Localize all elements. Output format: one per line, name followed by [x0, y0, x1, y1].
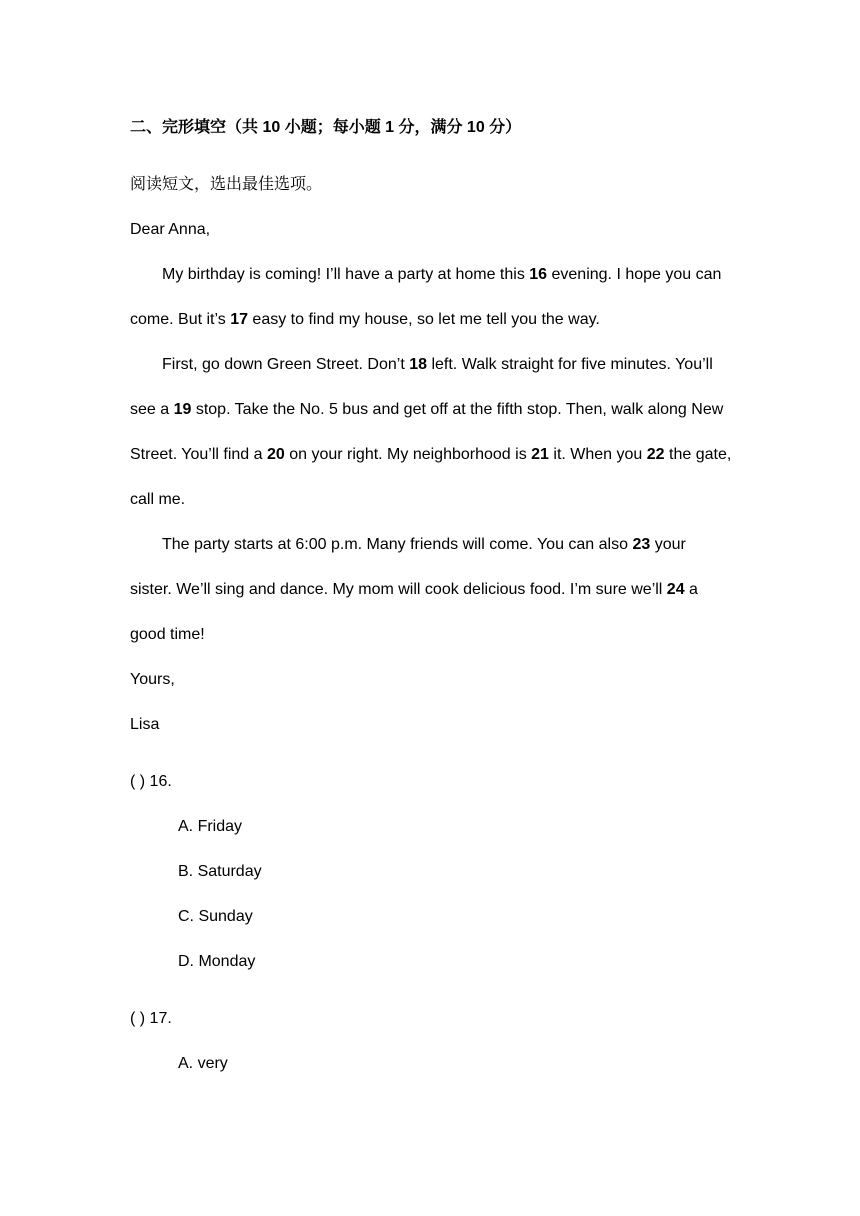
- question-17-option-a[interactable]: A. very: [178, 1055, 228, 1072]
- paragraph-2-line-2: see a 19 stop. Take the No. 5 bus and get off at the fifth stop. Then, walk along New: [130, 401, 724, 418]
- paragraph-2-line-4: call me.: [130, 491, 186, 508]
- letter-signature: Lisa: [130, 716, 160, 733]
- question-16-option-b[interactable]: B. Saturday: [178, 863, 262, 880]
- paragraph-1-line-1: My birthday is coming! I’ll have a party at home this 16 evening. I hope you can: [162, 266, 722, 283]
- letter-greeting: Dear Anna,: [130, 221, 211, 238]
- blank-23: 23: [632, 536, 651, 553]
- paragraph-1-line-2: come. But it’s 17 easy to find my house, so let me tell you the way.: [130, 311, 600, 328]
- question-16-option-c[interactable]: C. Sunday: [178, 908, 253, 925]
- blank-21: 21: [531, 446, 549, 463]
- paragraph-3-line-1: The party starts at 6:00 p.m. Many friends will come. You can also 23 your: [162, 536, 686, 553]
- blank-22: 22: [646, 446, 665, 463]
- paragraph-3-line-2: sister. We’ll sing and dance. My mom will cook delicious food. I’m sure we’ll 24 a: [130, 581, 698, 598]
- instruction-text: 阅读短文，选出最佳选项。: [130, 176, 323, 193]
- blank-24: 24: [666, 581, 685, 598]
- question-17-number: ( ) 17.: [130, 1010, 172, 1027]
- blank-20: 20: [266, 446, 285, 463]
- blank-16: 16: [529, 266, 548, 283]
- question-16-option-d[interactable]: D. Monday: [178, 953, 256, 970]
- section-heading: 二、完形填空（共 10 小题；每小题 1 分，满分 10 分）: [130, 119, 522, 136]
- blank-17: 17: [230, 311, 248, 328]
- paragraph-2-line-3: Street. You’ll find a 20 on your right. My neighborhood is 21 it. When you 22 the gate,: [130, 446, 732, 463]
- paragraph-3-line-3: good time!: [130, 626, 205, 643]
- letter-closing: Yours,: [130, 671, 175, 688]
- blank-18: 18: [409, 356, 428, 373]
- blank-19: 19: [173, 401, 192, 418]
- paragraph-2-line-1: First, go down Green Street. Don’t 18 left. Walk straight for five minutes. You’ll: [162, 356, 713, 373]
- question-16-number: ( ) 16.: [130, 773, 172, 790]
- question-16-option-a[interactable]: A. Friday: [178, 818, 243, 835]
